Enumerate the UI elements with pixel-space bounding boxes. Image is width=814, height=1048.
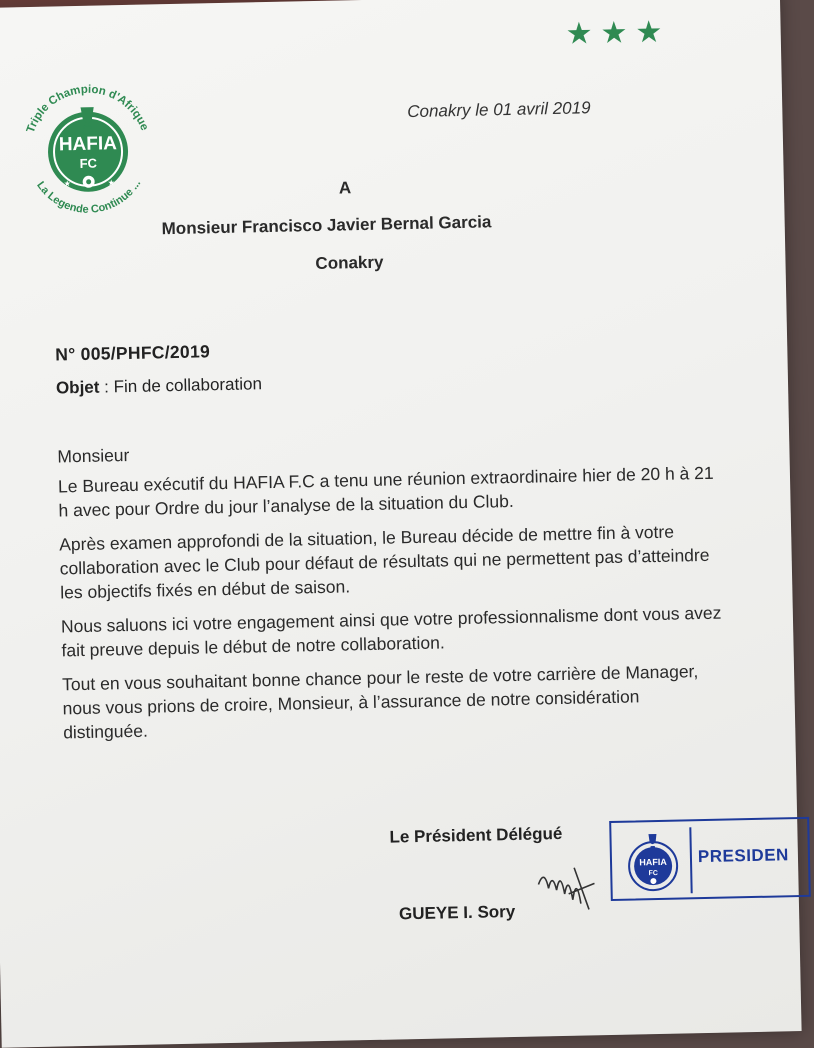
subject-label: Objet [55,377,100,398]
paragraph-1: Le Bureau exécutif du HAFIA F.C a tenu une réunion extraordinaire hier de 20 h à 21 h avec pour Ordre du jour l’analyse de la situation du Club. [57,462,714,521]
handwritten-signature [530,853,601,914]
recipient-city: Conakry [315,252,384,274]
logo-arc-top: Triple Champion d'Afrique [24,83,151,135]
signatory-name: GUEYE I. Sory [398,901,516,924]
hafia-logo [11,68,164,221]
paragraph-2: Après examen approfondi de la situation, le Bureau décide de mettre fin à votre collaboration avec le Club pour défaut de résultats qui ne permettent pas d’atteindre les objectifs fixés en début de saison. [59,521,710,603]
president-stamp [609,817,811,901]
stamp-logo-text: HAFIA [639,856,667,868]
logo-arc-bottom: La Legende Continue ... [34,177,144,216]
stamp-logo-abbr: FC [648,869,659,878]
reference-number: N° 005/PHFC/2019 [55,341,211,365]
salutation: Monsieur [57,444,130,467]
logo-abbr: FC [79,155,98,171]
paragraph-4: Tout en vous souhaitant bonne chance pour le reste de votre carrière de Manager, nous vous prions de croire, Monsieur, à l’assurance de notre considération distinguée. [61,661,699,743]
letter-date: Conakry le 01 avril 2019 [407,98,591,122]
star-icon: ★ [565,17,593,51]
star-row [565,15,663,51]
signatory-title: Le Président Délégué [389,823,563,847]
subject-line [56,374,262,398]
recipient-prefix: A [338,178,352,198]
logo-star-icon: ★ [107,178,115,188]
subject-text: Fin de collaboration [113,374,263,397]
letter-body [57,431,728,755]
logo-star-icon: ★ [63,179,71,189]
paragraph-3: Nous saluons ici votre engagement ainsi que votre professionnalisme dont vous avez fait preuve depuis le début de notre collaboration. [60,602,722,661]
subject-separator: : [99,377,114,397]
stamp-text: PRESIDEN [697,845,790,867]
star-icon: ★ [635,15,663,50]
stamp-divider [689,827,692,893]
logo-club: HAFIA [58,133,118,156]
star-icon: ★ [600,16,628,51]
recipient-name: Monsieur Francisco Javier Bernal Garcia [161,212,492,239]
stamp-logo [617,825,688,896]
